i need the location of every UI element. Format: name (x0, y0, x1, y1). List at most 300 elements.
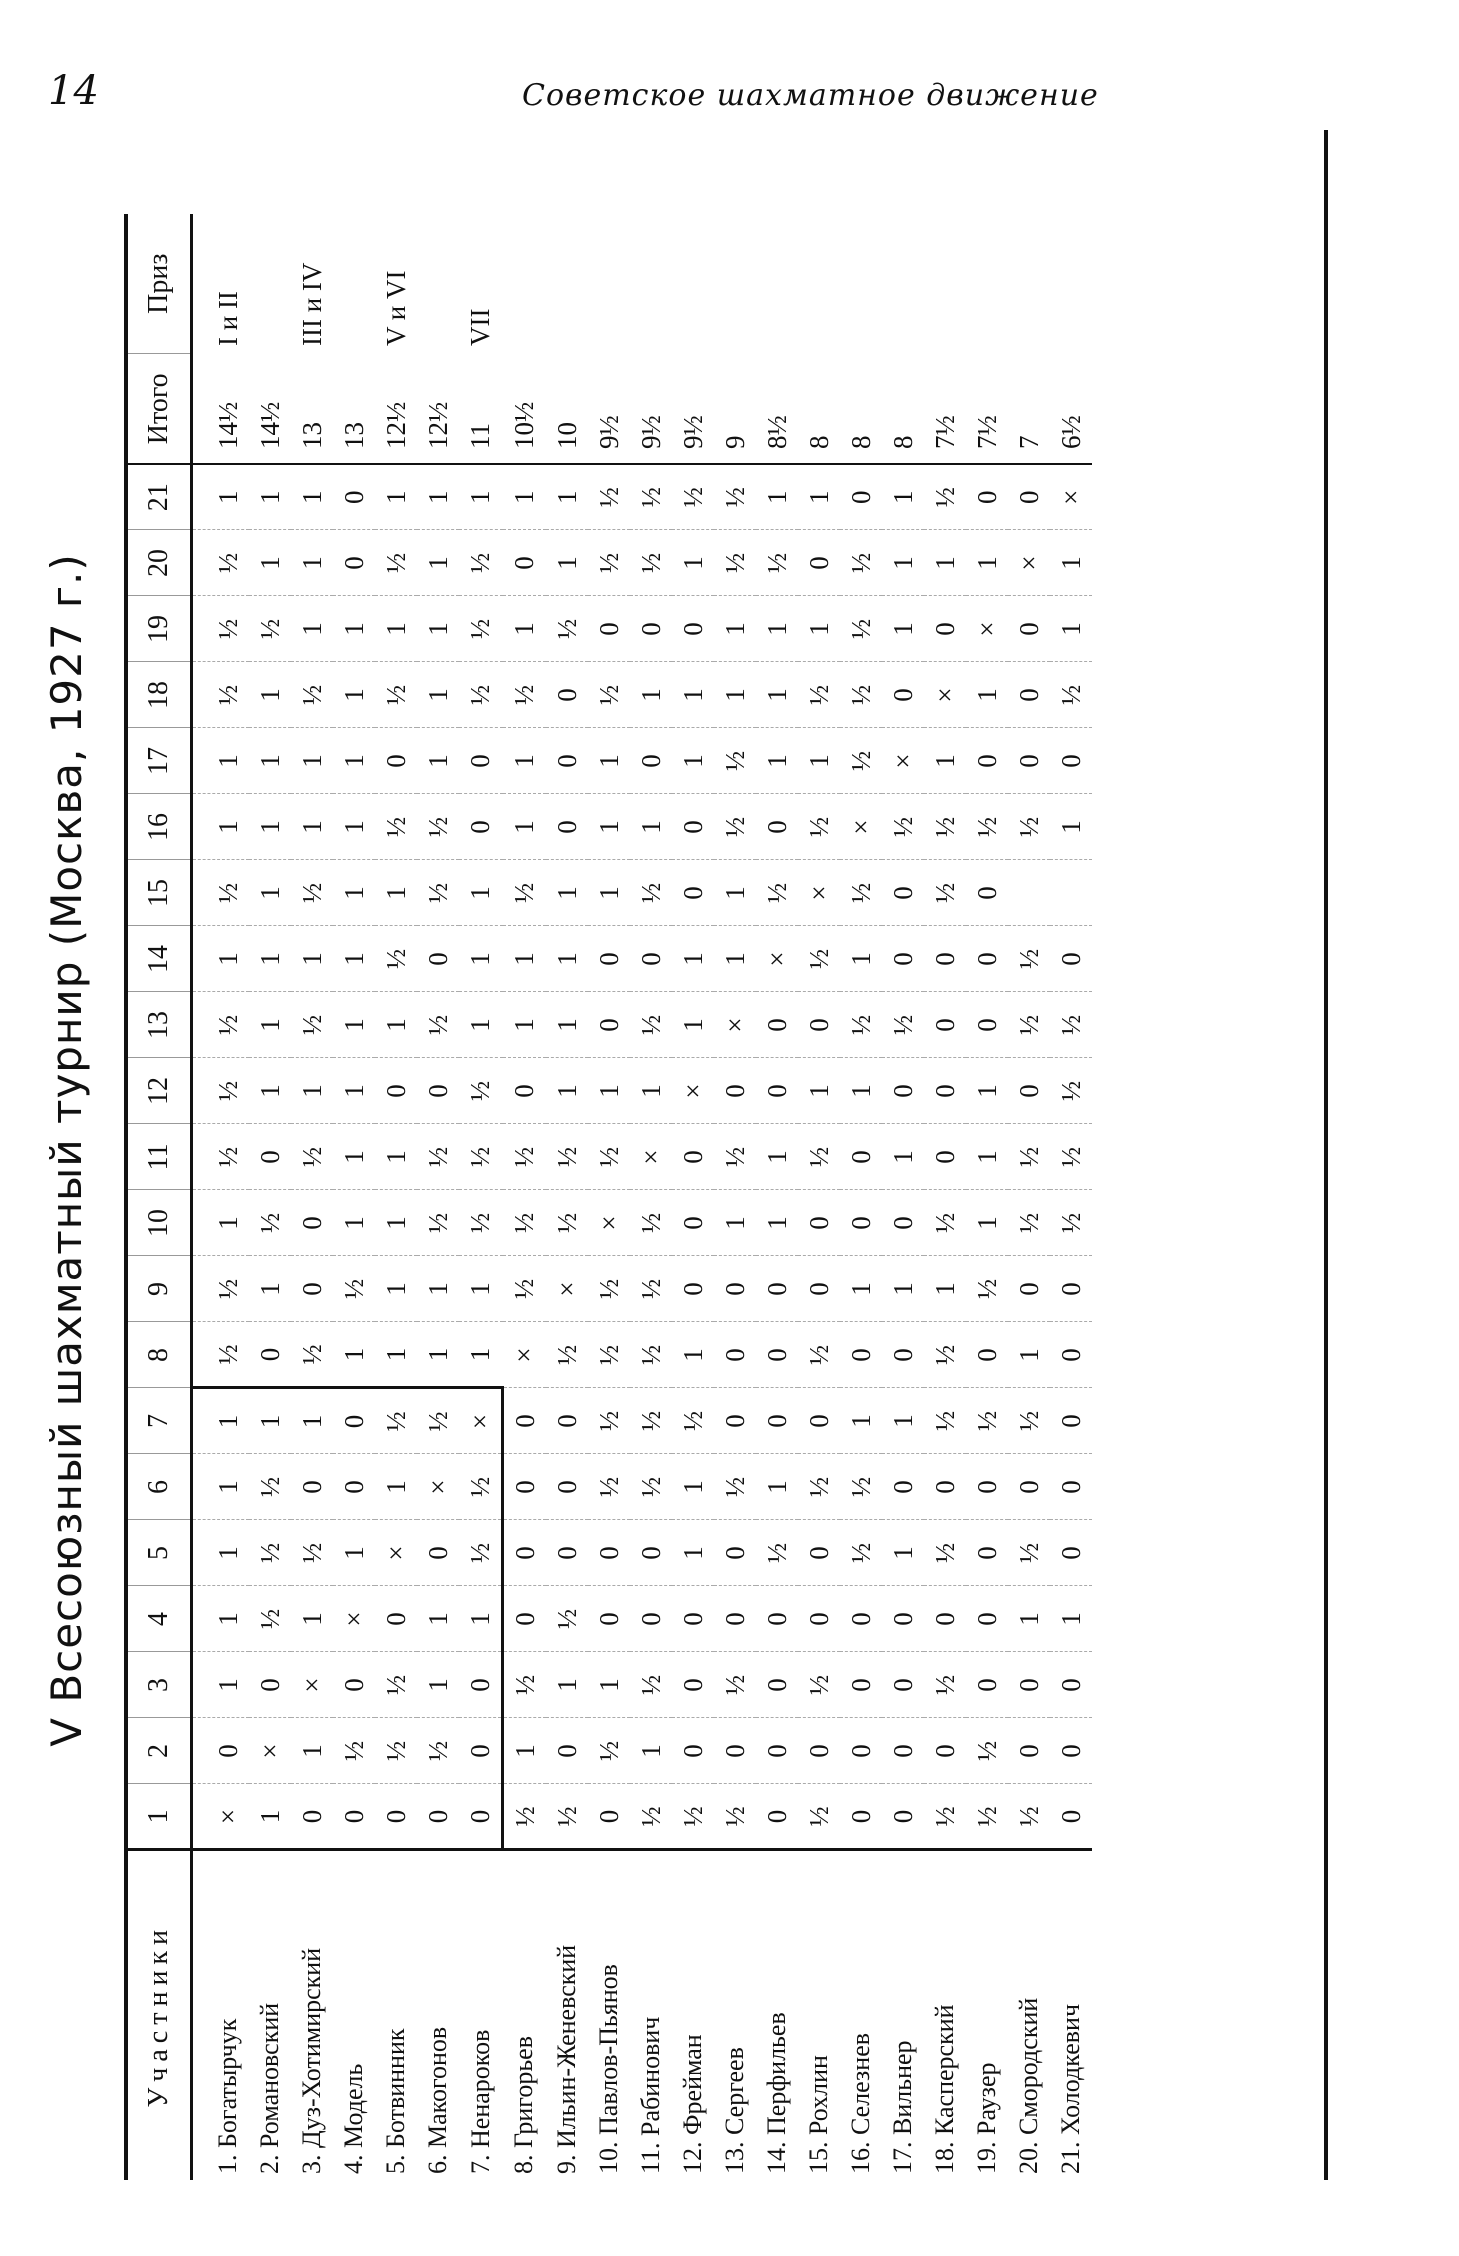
participant-name: 10. Павлов-Пьянов (588, 1850, 630, 2180)
score-cell: 0 (249, 1124, 291, 1190)
prize-cell: V и VI (380, 270, 411, 346)
participant-name: 9. Ильин-Женевский (546, 1850, 588, 2180)
prize-cell (840, 214, 882, 354)
score-cell: 1 (756, 1124, 798, 1190)
prize-cell (333, 214, 375, 354)
score-cell: × (966, 596, 1008, 662)
score-cell: 0 (375, 1586, 417, 1652)
score-cell: 1 (291, 1718, 333, 1784)
score-cell: ½ (756, 860, 798, 926)
score-cell: 1 (417, 1256, 459, 1322)
score-cell: 0 (798, 992, 840, 1058)
score-cell: 0 (672, 1256, 714, 1322)
table-row (756, 214, 798, 2180)
score-cell: 0 (503, 1388, 547, 1454)
score-cell: 1 (756, 662, 798, 728)
score-cell: ½ (966, 1256, 1008, 1322)
score-cell: ½ (417, 1190, 459, 1256)
score-cell: 0 (1008, 662, 1050, 728)
score-cell: 1 (417, 596, 459, 662)
prize-cell (630, 214, 672, 354)
score-cell: 0 (672, 860, 714, 926)
score-cell: ½ (924, 1784, 966, 1850)
score-cell: 1 (417, 464, 459, 530)
score-cell: × (333, 1586, 375, 1652)
score-cell: 0 (798, 1388, 840, 1454)
participant-name: 21. Холодкевич (1050, 1850, 1092, 2180)
prize-cell (417, 214, 459, 354)
score-cell: 1 (714, 1190, 756, 1256)
total-cell: 14½ (249, 354, 291, 464)
score-cell: ½ (630, 530, 672, 596)
score-cell: ½ (630, 992, 672, 1058)
prize-cell (714, 214, 756, 354)
score-cell: 1 (503, 992, 547, 1058)
score-cell: ½ (966, 1784, 1008, 1850)
score-cell: 1 (882, 1388, 924, 1454)
score-cell: 0 (459, 1784, 503, 1850)
score-cell: 0 (503, 1058, 547, 1124)
score-cell: 0 (924, 1454, 966, 1520)
score-cell: ½ (588, 1718, 630, 1784)
score-cell: 1 (459, 860, 503, 926)
prize-cell (756, 214, 798, 354)
participant-name: 3. Дуз-Хотимирский (291, 1850, 333, 2180)
score-cell: ½ (1050, 1124, 1092, 1190)
score-cell: 0 (503, 1586, 547, 1652)
score-cell: 1 (630, 662, 672, 728)
score-cell: 0 (714, 1388, 756, 1454)
score-cell: ½ (840, 992, 882, 1058)
score-cell: 0 (672, 1652, 714, 1718)
prize-cell: VII (465, 308, 496, 346)
score-cell: 1 (417, 1322, 459, 1388)
score-cell: 1 (417, 530, 459, 596)
score-cell: ½ (714, 1652, 756, 1718)
score-cell: ½ (588, 1256, 630, 1322)
score-cell: 1 (375, 1190, 417, 1256)
score-cell: 1 (588, 728, 630, 794)
score-cell: ½ (503, 1652, 547, 1718)
score-cell: 0 (503, 1454, 547, 1520)
score-cell: ½ (630, 1256, 672, 1322)
score-cell: 1 (882, 596, 924, 662)
total-cell: 10½ (503, 354, 547, 464)
participant-name: 16. Селезнев (840, 1850, 882, 2180)
score-cell: 0 (966, 1586, 1008, 1652)
score-cell: ½ (546, 1124, 588, 1190)
score-cell: 0 (333, 464, 375, 530)
score-cell: 1 (291, 530, 333, 596)
score-cell: 0 (1050, 1256, 1092, 1322)
score-cell: 0 (672, 1124, 714, 1190)
total-cell: 7½ (924, 354, 966, 464)
score-cell: 1 (630, 1058, 672, 1124)
score-cell: 0 (966, 1520, 1008, 1586)
prize-cell (588, 214, 630, 354)
score-cell: ½ (630, 1454, 672, 1520)
total-cell: 9½ (672, 354, 714, 464)
score-cell: 0 (546, 1388, 588, 1454)
score-cell: 1 (291, 596, 333, 662)
score-cell: 1 (882, 1520, 924, 1586)
header-row (126, 214, 192, 2180)
score-cell: ½ (546, 1586, 588, 1652)
score-cell: ½ (546, 596, 588, 662)
score-cell: 0 (546, 1520, 588, 1586)
score-cell: 1 (459, 926, 503, 992)
score-cell: ½ (291, 1520, 333, 1586)
score-cell: 1 (459, 1322, 503, 1388)
score-cell: × (882, 728, 924, 794)
score-cell: × (375, 1520, 417, 1586)
score-cell: 1 (333, 992, 375, 1058)
header-round-8: 8 (126, 1322, 192, 1388)
score-cell: 0 (714, 1718, 756, 1784)
score-cell: 1 (798, 596, 840, 662)
score-cell: ½ (588, 1454, 630, 1520)
score-cell: 1 (375, 596, 417, 662)
score-cell: ½ (714, 1454, 756, 1520)
score-cell: ½ (192, 860, 250, 926)
score-cell: ½ (672, 1784, 714, 1850)
table-row (840, 214, 882, 2180)
score-cell: 1 (249, 530, 291, 596)
table-row (1008, 214, 1050, 2180)
score-cell: ½ (375, 1718, 417, 1784)
score-cell: 1 (588, 1058, 630, 1124)
score-cell: × (417, 1454, 459, 1520)
score-cell: 0 (1050, 1784, 1092, 1850)
score-cell: 1 (291, 1388, 333, 1454)
score-cell: 0 (417, 1058, 459, 1124)
score-cell: 0 (840, 1718, 882, 1784)
score-cell: 1 (966, 1058, 1008, 1124)
score-cell: 1 (333, 728, 375, 794)
score-cell: 0 (672, 1586, 714, 1652)
participant-name: 11. Рабинович (630, 1850, 672, 2180)
score-cell: ½ (924, 464, 966, 530)
score-cell: 0 (1050, 1388, 1092, 1454)
total-cell: 9½ (588, 354, 630, 464)
score-cell: 0 (1050, 926, 1092, 992)
score-cell: 0 (1008, 1718, 1050, 1784)
score-cell: ½ (714, 1784, 756, 1850)
score-cell: 1 (672, 728, 714, 794)
score-cell: 1 (291, 464, 333, 530)
score-cell: 1 (291, 728, 333, 794)
score-cell: 0 (798, 1190, 840, 1256)
score-cell: ½ (1008, 926, 1050, 992)
score-cell: ½ (1050, 662, 1092, 728)
score-cell: 1 (840, 1388, 882, 1454)
score-cell: 1 (503, 464, 547, 530)
score-cell: ½ (375, 662, 417, 728)
score-cell: 0 (966, 860, 1008, 926)
score-cell: 0 (798, 1256, 840, 1322)
prize-cell: I и II (212, 291, 243, 346)
total-cell: 8 (840, 354, 882, 464)
header-round-7: 7 (126, 1388, 192, 1454)
score-cell: 0 (798, 1718, 840, 1784)
score-cell: ½ (924, 1520, 966, 1586)
score-cell: 0 (840, 1124, 882, 1190)
score-cell: 0 (882, 1322, 924, 1388)
score-cell: × (840, 794, 882, 860)
score-cell: ½ (1050, 992, 1092, 1058)
score-cell: 1 (672, 1520, 714, 1586)
prize-cell (1008, 214, 1050, 354)
score-cell: ½ (588, 662, 630, 728)
score-cell (1008, 860, 1050, 926)
score-cell: 1 (546, 926, 588, 992)
score-cell: 0 (882, 1190, 924, 1256)
score-cell: 0 (756, 1388, 798, 1454)
score-cell: 0 (630, 1586, 672, 1652)
table-row (798, 214, 840, 2180)
score-cell: ½ (756, 1520, 798, 1586)
score-cell: ½ (924, 1388, 966, 1454)
score-cell: 0 (924, 1586, 966, 1652)
header-round-4: 4 (126, 1586, 192, 1652)
score-cell: 0 (714, 1058, 756, 1124)
header-round-12: 12 (126, 1058, 192, 1124)
score-cell: 1 (1050, 530, 1092, 596)
crosstable (124, 214, 1092, 2180)
total-cell: 8 (798, 354, 840, 464)
score-cell: ½ (417, 1388, 459, 1454)
score-cell: 0 (333, 530, 375, 596)
score-cell: ½ (291, 1322, 333, 1388)
score-cell: ½ (546, 1784, 588, 1850)
score-cell: 1 (249, 992, 291, 1058)
score-cell: ½ (1008, 1124, 1050, 1190)
score-cell: ½ (192, 1256, 250, 1322)
score-cell: 0 (291, 1784, 333, 1850)
score-cell: 1 (375, 1322, 417, 1388)
total-cell: 8 (882, 354, 924, 464)
participant-name: 18. Касперский (924, 1850, 966, 2180)
score-cell: 0 (333, 1652, 375, 1718)
table-row (672, 214, 714, 2180)
bottom-rule (1324, 130, 1328, 2180)
score-cell: ½ (714, 464, 756, 530)
score-cell: × (1008, 530, 1050, 596)
score-cell: 0 (924, 596, 966, 662)
score-cell: 1 (417, 1586, 459, 1652)
score-cell: ½ (333, 1256, 375, 1322)
score-cell: 1 (249, 1784, 291, 1850)
prize-cell (798, 214, 840, 354)
score-cell: ½ (546, 1322, 588, 1388)
score-cell: 1 (459, 464, 503, 530)
score-cell: 1 (192, 1652, 250, 1718)
total-cell: 7 (1008, 354, 1050, 464)
total-cell: 6½ (1050, 354, 1092, 464)
header-round-5: 5 (126, 1520, 192, 1586)
score-cell: 0 (672, 794, 714, 860)
score-cell: ½ (291, 662, 333, 728)
score-cell: 0 (798, 530, 840, 596)
score-cell: 0 (630, 926, 672, 992)
total-cell: 12½ (417, 354, 459, 464)
score-cell: 1 (630, 1718, 672, 1784)
score-cell: 0 (966, 1454, 1008, 1520)
score-cell: 1 (333, 860, 375, 926)
score-cell: 0 (924, 1124, 966, 1190)
score-cell: 0 (630, 1520, 672, 1586)
score-cell: 0 (924, 1058, 966, 1124)
score-cell: 1 (333, 1520, 375, 1586)
table-row (249, 214, 291, 2180)
score-cell: 1 (546, 1058, 588, 1124)
score-cell: 0 (882, 1058, 924, 1124)
score-cell: 1 (966, 1190, 1008, 1256)
participant-name: 7. Ненароков (459, 1850, 503, 2180)
score-cell: 1 (672, 992, 714, 1058)
score-cell: ½ (966, 794, 1008, 860)
table-row (882, 214, 924, 2180)
score-cell: 0 (546, 662, 588, 728)
header-round-15: 15 (126, 860, 192, 926)
score-cell: 1 (375, 992, 417, 1058)
score-cell: ½ (798, 1652, 840, 1718)
table-row (291, 214, 333, 2180)
score-cell: 1 (1050, 794, 1092, 860)
score-cell: 0 (1008, 596, 1050, 662)
score-cell: 0 (882, 860, 924, 926)
score-cell: 1 (333, 1124, 375, 1190)
score-cell: 1 (333, 926, 375, 992)
score-cell: ½ (882, 794, 924, 860)
score-cell: 1 (249, 794, 291, 860)
score-cell: 0 (375, 728, 417, 794)
participant-name: 2. Романовский (249, 1850, 291, 2180)
header-round-14: 14 (126, 926, 192, 992)
score-cell: 0 (375, 1784, 417, 1850)
table-row (966, 214, 1008, 2180)
header-round-20: 20 (126, 530, 192, 596)
prize-cell (503, 214, 547, 354)
score-cell: × (249, 1718, 291, 1784)
score-cell: 1 (714, 662, 756, 728)
score-cell: ½ (1008, 992, 1050, 1058)
score-cell: 0 (756, 794, 798, 860)
header-round-13: 13 (126, 992, 192, 1058)
score-cell: ½ (588, 530, 630, 596)
score-cell: 0 (630, 728, 672, 794)
score-cell: 1 (966, 530, 1008, 596)
score-cell: 1 (672, 662, 714, 728)
score-cell: 1 (1050, 596, 1092, 662)
score-cell: ½ (503, 1784, 547, 1850)
score-cell: ½ (192, 662, 250, 728)
prize-cell (882, 214, 924, 354)
score-cell: 0 (459, 728, 503, 794)
score-cell: 0 (546, 794, 588, 860)
prize-cell (546, 214, 588, 354)
table-row (588, 214, 630, 2180)
score-cell: 1 (672, 1454, 714, 1520)
score-cell: 0 (588, 1784, 630, 1850)
score-cell: ½ (966, 1388, 1008, 1454)
score-cell: × (714, 992, 756, 1058)
score-cell: 0 (546, 1454, 588, 1520)
score-cell: 0 (756, 1058, 798, 1124)
score-cell: ½ (459, 596, 503, 662)
score-cell: ½ (417, 1124, 459, 1190)
score-cell: 1 (1008, 1586, 1050, 1652)
score-cell: 1 (333, 1322, 375, 1388)
score-cell: 0 (588, 992, 630, 1058)
score-cell: × (798, 860, 840, 926)
score-cell: ½ (630, 1190, 672, 1256)
header-round-10: 10 (126, 1190, 192, 1256)
score-cell: ½ (459, 1454, 503, 1520)
score-cell: 1 (333, 1190, 375, 1256)
score-cell: 0 (1050, 1520, 1092, 1586)
score-cell: ½ (375, 1388, 417, 1454)
score-cell: ½ (1008, 1388, 1050, 1454)
score-cell: 1 (798, 464, 840, 530)
score-cell: 0 (924, 992, 966, 1058)
table-row (924, 214, 966, 2180)
participant-name: 19. Раузер (966, 1850, 1008, 2180)
score-cell: ½ (192, 1124, 250, 1190)
score-cell: 0 (417, 1784, 459, 1850)
score-cell: × (924, 662, 966, 728)
prize-cell (672, 214, 714, 354)
score-cell: 1 (924, 530, 966, 596)
score-cell: × (756, 926, 798, 992)
score-cell: ½ (924, 860, 966, 926)
score-cell: ½ (192, 1058, 250, 1124)
score-cell: 0 (966, 464, 1008, 530)
score-cell: 0 (1050, 1652, 1092, 1718)
score-cell: 0 (714, 1586, 756, 1652)
prize-cell (249, 214, 291, 354)
score-cell: ½ (417, 992, 459, 1058)
total-cell: 12½ (375, 354, 417, 464)
score-cell: 1 (192, 464, 250, 530)
score-cell: ½ (798, 1124, 840, 1190)
score-cell: 1 (672, 926, 714, 992)
score-cell: ½ (503, 1256, 547, 1322)
score-cell: ½ (291, 860, 333, 926)
prize-cell (1050, 214, 1092, 354)
prize-cell: III и IV (296, 262, 327, 346)
participant-name: 13. Сергеев (714, 1850, 756, 2180)
score-cell: ½ (417, 1718, 459, 1784)
participant-name: 17. Вильнер (882, 1850, 924, 2180)
score-cell: ½ (192, 1322, 250, 1388)
score-cell: ½ (840, 728, 882, 794)
header-round-2: 2 (126, 1718, 192, 1784)
table-row (417, 214, 459, 2180)
score-cell: 1 (417, 728, 459, 794)
score-cell: 0 (192, 1718, 250, 1784)
score-cell: 1 (882, 1256, 924, 1322)
score-cell: × (672, 1058, 714, 1124)
score-cell: 1 (756, 728, 798, 794)
score-cell: 0 (756, 1256, 798, 1322)
score-cell: ½ (192, 530, 250, 596)
total-cell: 13 (291, 354, 333, 464)
score-cell: ½ (291, 1124, 333, 1190)
total-cell: 8½ (756, 354, 798, 464)
score-cell: 1 (756, 596, 798, 662)
score-cell: ½ (417, 860, 459, 926)
